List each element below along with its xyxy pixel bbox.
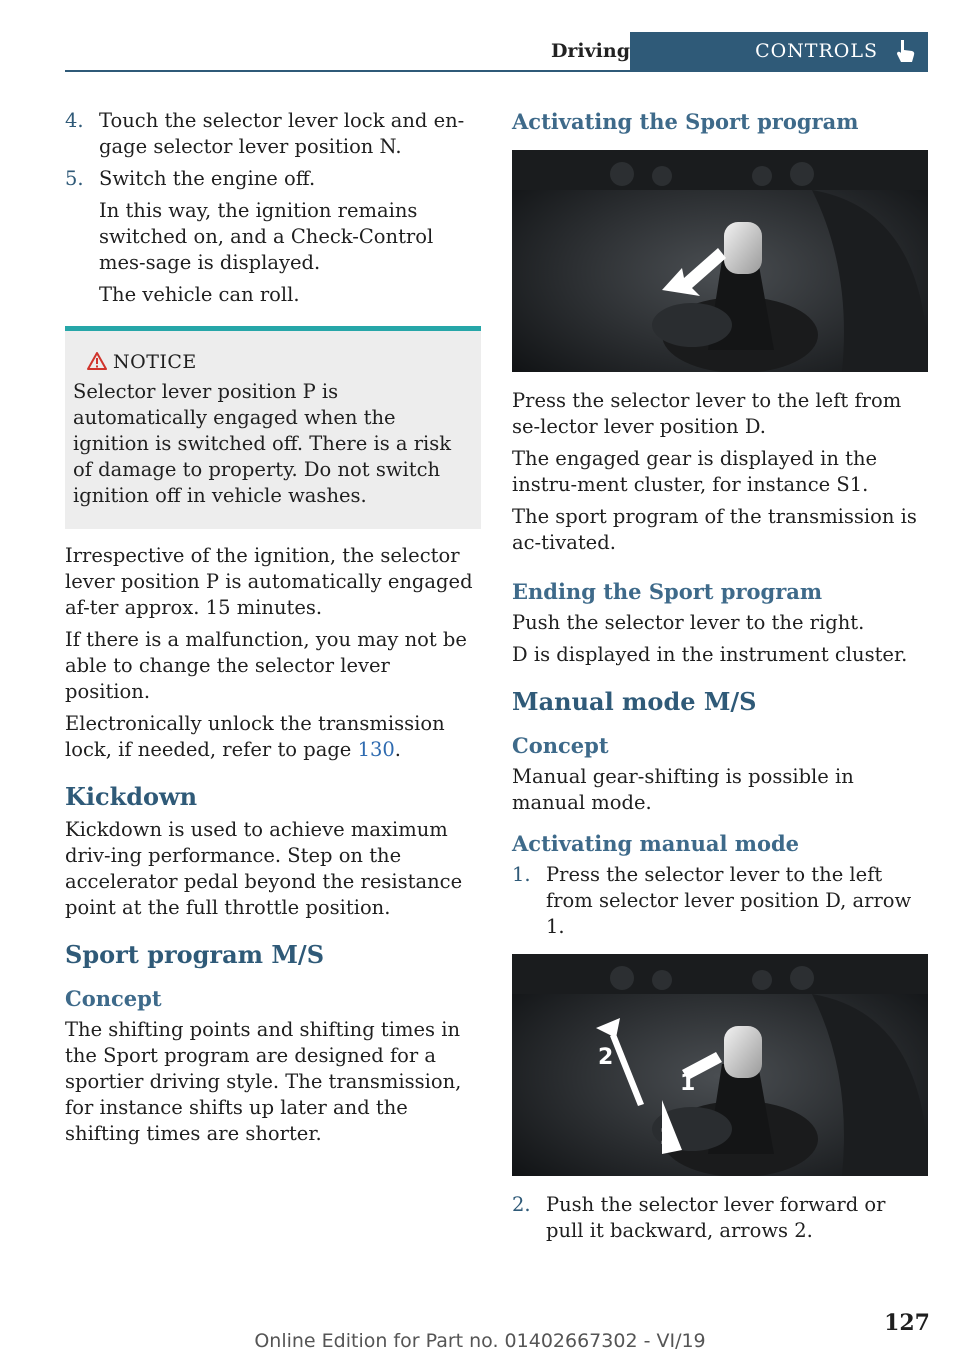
page-header [65,32,928,72]
manual-step-1 [512,862,928,940]
step-number: 1. [512,863,531,886]
right-column [512,108,928,1250]
notice-title: NOTICE [113,351,197,373]
section-heading-manual-mode: Manual mode M/S [512,687,757,716]
step-4 [65,108,481,160]
edition-footer: Online Edition for Part no. 01402667302 - VI/19 [254,1330,706,1352]
paragraph: If there is a malfunction, you may not be able to change the selector lever position. [65,628,467,703]
paragraph: Manual gear-shifting is possible in manual mode. [512,765,854,814]
page-reference-link[interactable]: 130 [357,738,395,761]
header-rule [65,70,928,72]
page-number: 127 [884,1310,930,1336]
step-text: Press the selector lever to the left from selector lever position D, arrow 1. [546,863,912,938]
subheading-activating-sport: Activating the Sport program [512,109,859,134]
notice-heading [73,349,473,375]
gear-selector-photo-manual [512,954,928,1176]
section-heading-sport-program: Sport program M/S [65,940,325,969]
arrow-label-1: 1 [680,1071,696,1096]
step-5-detail-2: The vehicle can roll. [99,283,300,306]
step-5 [65,166,481,192]
manual-step-2 [512,1192,928,1244]
header-chapter-label: CONTROLS [755,40,878,62]
step-text: Touch the selector lever lock and en-gage selector lever position N. [99,109,465,158]
subheading-activating-manual: Activating manual mode [512,831,800,856]
gear-selector-photo-sport [512,150,928,372]
paragraph: Press the selector lever to the left from se-lector lever position D. [512,389,902,438]
paragraph-with-page-ref [65,711,481,763]
paragraph: Push the selector lever to the right. [512,611,865,634]
notice-body: Selector lever position P is automatically engaged when the ignition is switched off. There is a risk of damage to property. Do not switch ignition off in vehicle washes. [73,380,452,507]
warning-triangle-icon [87,351,107,371]
paragraph: Irrespective of the ignition, the selector lever position P is automatically engaged af-ter approx. 15 minutes. [65,544,473,619]
step-number: 2. [512,1193,531,1216]
paragraph: D is displayed in the instrument cluster. [512,643,908,666]
pointing-hand-icon [892,38,918,64]
paragraph: The shifting points and shifting times in the Sport program are designed for a sportier driving style. The transmission, for instance shifts up later and the shifting times are shorter. [65,1018,462,1145]
header-chapter-tab [630,32,928,70]
arrow-label-2-bottom: 2 [660,1125,676,1150]
arrow-label-2-top: 2 [598,1045,614,1070]
header-section-label: Driving [550,40,630,62]
paragraph-text: . [394,738,401,761]
step-5-detail: In this way, the ignition remains switched on, and a Check-Control mes-sage is displayed. [99,199,434,274]
left-column [65,108,481,1153]
paragraph-text: Electronically unlock the transmission lock, if needed, refer to page [65,712,445,761]
subheading-concept: Concept [65,986,162,1011]
section-heading-kickdown: Kickdown [65,782,198,811]
subheading-ending-sport: Ending the Sport program [512,579,823,604]
paragraph: The engaged gear is displayed in the instru-ment cluster, for instance S1. [512,447,878,496]
step-text: Push the selector lever forward or pull it backward, arrows 2. [546,1193,886,1242]
paragraph: The sport program of the transmission is ac-tivated. [512,505,917,554]
step-text: Switch the engine off. [99,167,316,190]
notice-box [65,326,481,529]
step-number: 4. [65,109,84,132]
paragraph: Kickdown is used to achieve maximum driv-ing performance. Step on the accelerator pedal beyond the resistance point at the full throttle position. [65,818,463,919]
subheading-concept: Concept [512,733,609,758]
step-number: 5. [65,167,84,190]
